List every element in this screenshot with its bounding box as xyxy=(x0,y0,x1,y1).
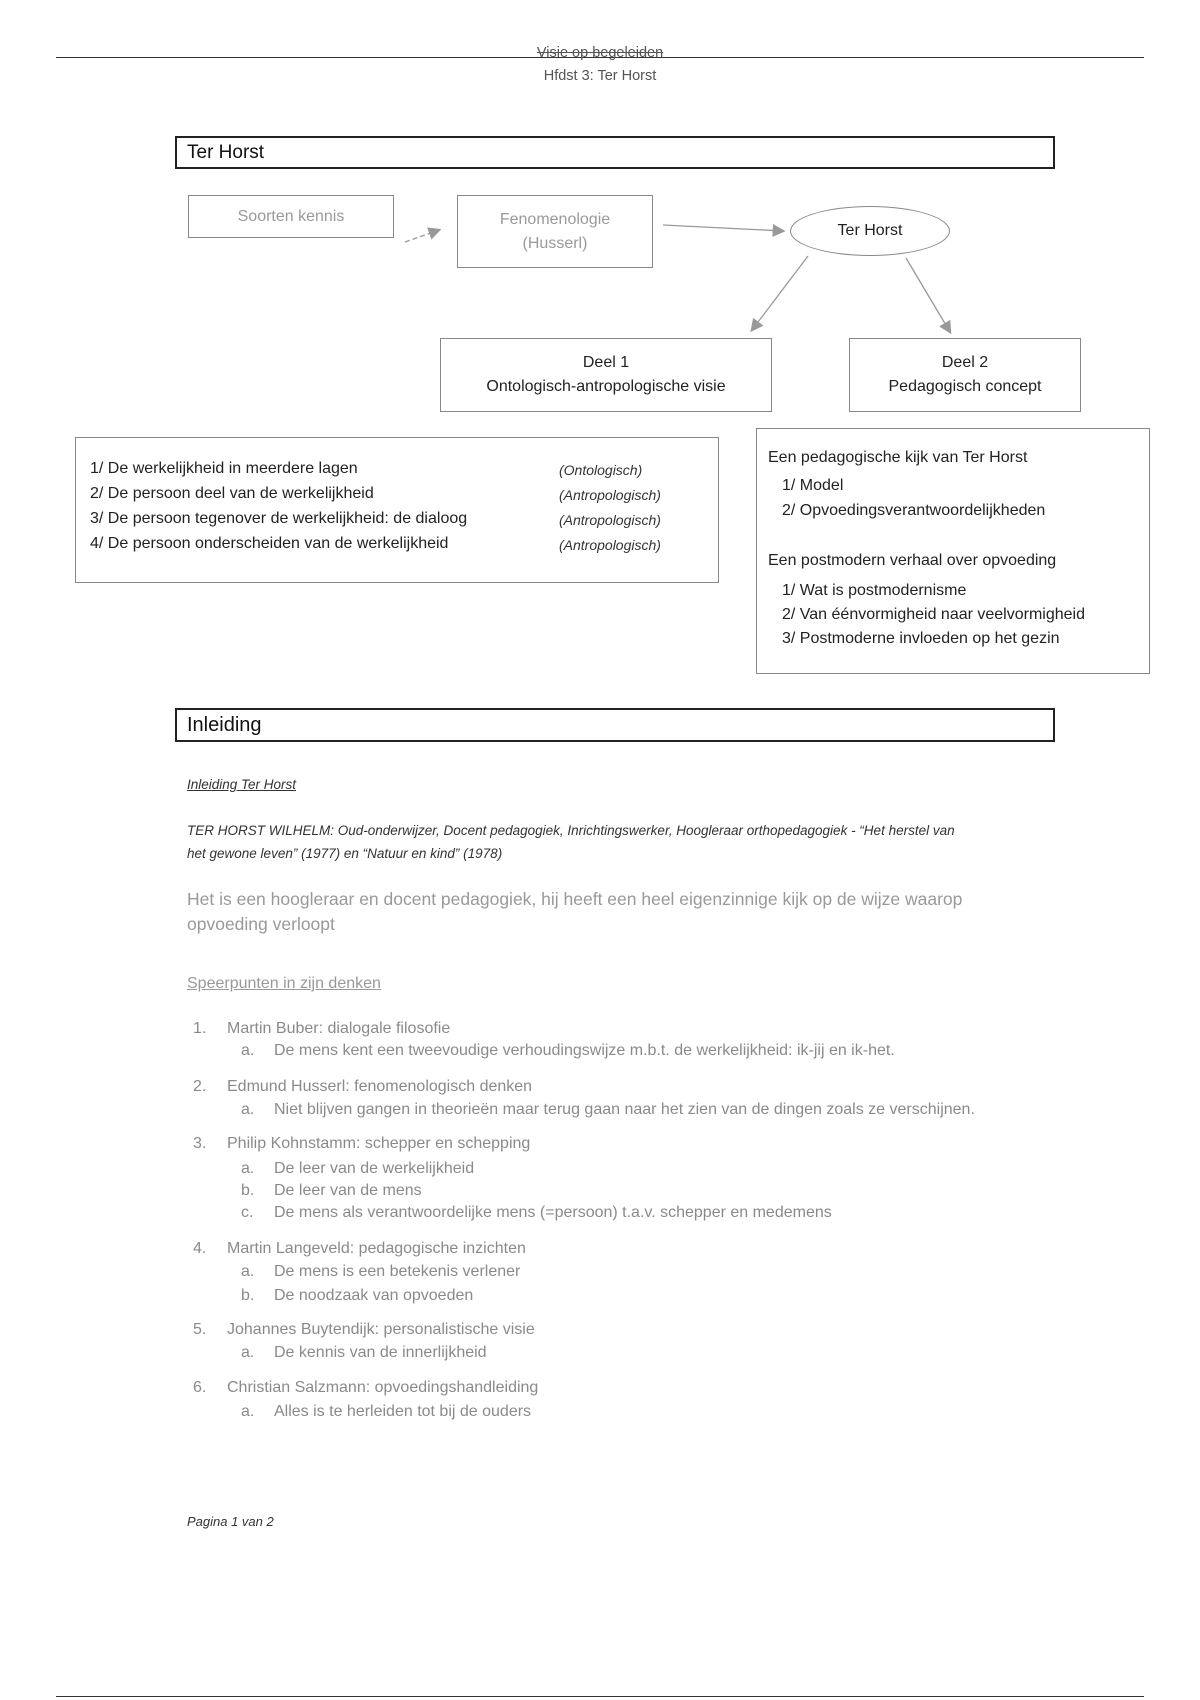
diagram-node-ter-horst: Ter Horst xyxy=(790,206,950,256)
list-sub-item: Alles is te herleiden tot bij de ouders xyxy=(274,1403,532,1420)
page-number: Pagina 1 van 2 xyxy=(187,1514,274,1529)
deel1-tag-2: (Antropologisch) xyxy=(559,487,661,503)
speerpunten-heading: Speerpunten in zijn denken xyxy=(187,975,381,992)
header-chapter: Hfdst 3: Ter Horst xyxy=(543,68,657,84)
list-item-1: Martin Buber: dialogale filosofie xyxy=(227,1020,451,1037)
list-num-2: 2. xyxy=(193,1078,207,1095)
deel2-item-1: 1/ Model xyxy=(782,477,844,494)
list-sub-item: De leer van de werkelijkheid xyxy=(274,1160,475,1177)
list-sub-letter: b. xyxy=(241,1287,255,1304)
deel2-item-2: 2/ Opvoedingsverantwoordelijkheden xyxy=(782,502,1046,519)
deel1-tag-4: (Antropologisch) xyxy=(559,537,661,553)
deel2-item-3: 1/ Wat is postmodernisme xyxy=(782,582,967,599)
arrow-kennis-to-fenomenologie xyxy=(405,230,439,242)
list-sub-item: Niet blijven gangen in theorieën maar terug gaan naar het zien van de dingen zoals ze verschijnen. xyxy=(274,1101,975,1118)
list-sub-letter: a. xyxy=(241,1263,255,1280)
bio-line-1: TER HORST WILHELM: Oud-onderwijzer, Docent pedagogiek, Inrichtingswerker, Hoogleraar orthopedagogiek - “Het herstel van xyxy=(187,823,955,838)
deel1-row-3: 3/ De persoon tegenover de werkelijkheid: de dialoog xyxy=(90,510,468,527)
list-sub-letter: a. xyxy=(241,1344,255,1361)
intro-line-1: Het is een hoogleraar en docent pedagogiek, hij heeft een heel eigenzinnige kijk op de wijze waarop xyxy=(187,889,963,909)
deel1-row-1: 1/ De werkelijkheid in meerdere lagen xyxy=(90,460,358,477)
deel1-tag-3: (Antropologisch) xyxy=(559,512,661,528)
footer-rule xyxy=(56,1696,1144,1697)
list-sub-item: De kennis van de innerlijkheid xyxy=(274,1344,487,1361)
list-sub-item: De mens kent een tweevoudige verhoudingswijze m.b.t. de werkelijkheid: ik-jij en ik-het. xyxy=(274,1042,895,1059)
deel2-item-5: 3/ Postmoderne invloeden op het gezin xyxy=(782,630,1060,647)
list-num-4: 4. xyxy=(193,1240,207,1257)
list-item-4: Martin Langeveld: pedagogische inzichten xyxy=(227,1240,526,1257)
intro-line-2: opvoeding verloopt xyxy=(187,914,335,934)
section-title-ter-horst: Ter Horst xyxy=(175,136,1055,169)
list-sub-letter: a. xyxy=(241,1403,255,1420)
diagram-node-fenomenologie: Fenomenologie (Husserl) xyxy=(457,195,653,268)
bio-line-2: het gewone leven” (1977) en “Natuur en kind” (1978) xyxy=(187,846,503,861)
inleiding-subheading: Inleiding Ter Horst xyxy=(187,777,297,792)
arrow-fenomenologie-to-terhorst xyxy=(663,225,783,231)
list-sub-item: De mens is een betekenis verlener xyxy=(274,1263,521,1280)
diagram-node-soorten-kennis: Soorten kennis xyxy=(188,195,394,238)
deel2-heading-1: Een pedagogische kijk van Ter Horst xyxy=(768,449,1028,466)
list-num-3: 3. xyxy=(193,1135,207,1152)
list-sub-letter: a. xyxy=(241,1160,255,1177)
arrow-terhorst-to-deel2 xyxy=(906,258,950,332)
header-course: Visie op begeleiden xyxy=(536,45,664,61)
list-sub-letter: a. xyxy=(241,1101,255,1118)
diagram-node-deel2: Deel 2 Pedagogisch concept xyxy=(849,338,1081,412)
list-num-6: 6. xyxy=(193,1379,207,1396)
list-item-5: Johannes Buytendijk: personalistische visie xyxy=(227,1321,535,1338)
list-sub-letter: a. xyxy=(241,1042,255,1059)
arrow-terhorst-to-deel1 xyxy=(752,256,808,330)
list-sub-letter: b. xyxy=(241,1182,255,1199)
list-num-5: 5. xyxy=(193,1321,207,1338)
deel1-row-2: 2/ De persoon deel van de werkelijkheid xyxy=(90,485,374,502)
list-item-2: Edmund Husserl: fenomenologisch denken xyxy=(227,1078,533,1095)
list-sub-letter: c. xyxy=(241,1204,254,1221)
list-sub-item: De leer van de mens xyxy=(274,1182,422,1199)
diagram-node-deel1: Deel 1 Ontologisch-antropologische visie xyxy=(440,338,772,412)
deel2-item-4: 2/ Van éénvormigheid naar veelvormigheid xyxy=(782,606,1085,623)
deel2-heading-2: Een postmodern verhaal over opvoeding xyxy=(768,552,1057,569)
deel1-row-4: 4/ De persoon onderscheiden van de werkelijkheid xyxy=(90,535,449,552)
list-sub-item: De noodzaak van opvoeden xyxy=(274,1287,474,1304)
section-title-inleiding: Inleiding xyxy=(175,708,1055,742)
list-item-3: Philip Kohnstamm: schepper en schepping xyxy=(227,1135,531,1152)
list-sub-item: De mens als verantwoordelijke mens (=persoon) t.a.v. schepper en medemens xyxy=(274,1204,832,1221)
list-item-6: Christian Salzmann: opvoedingshandleiding xyxy=(227,1379,539,1396)
list-num-1: 1. xyxy=(193,1020,207,1037)
deel1-tag-1: (Ontologisch) xyxy=(559,462,643,478)
